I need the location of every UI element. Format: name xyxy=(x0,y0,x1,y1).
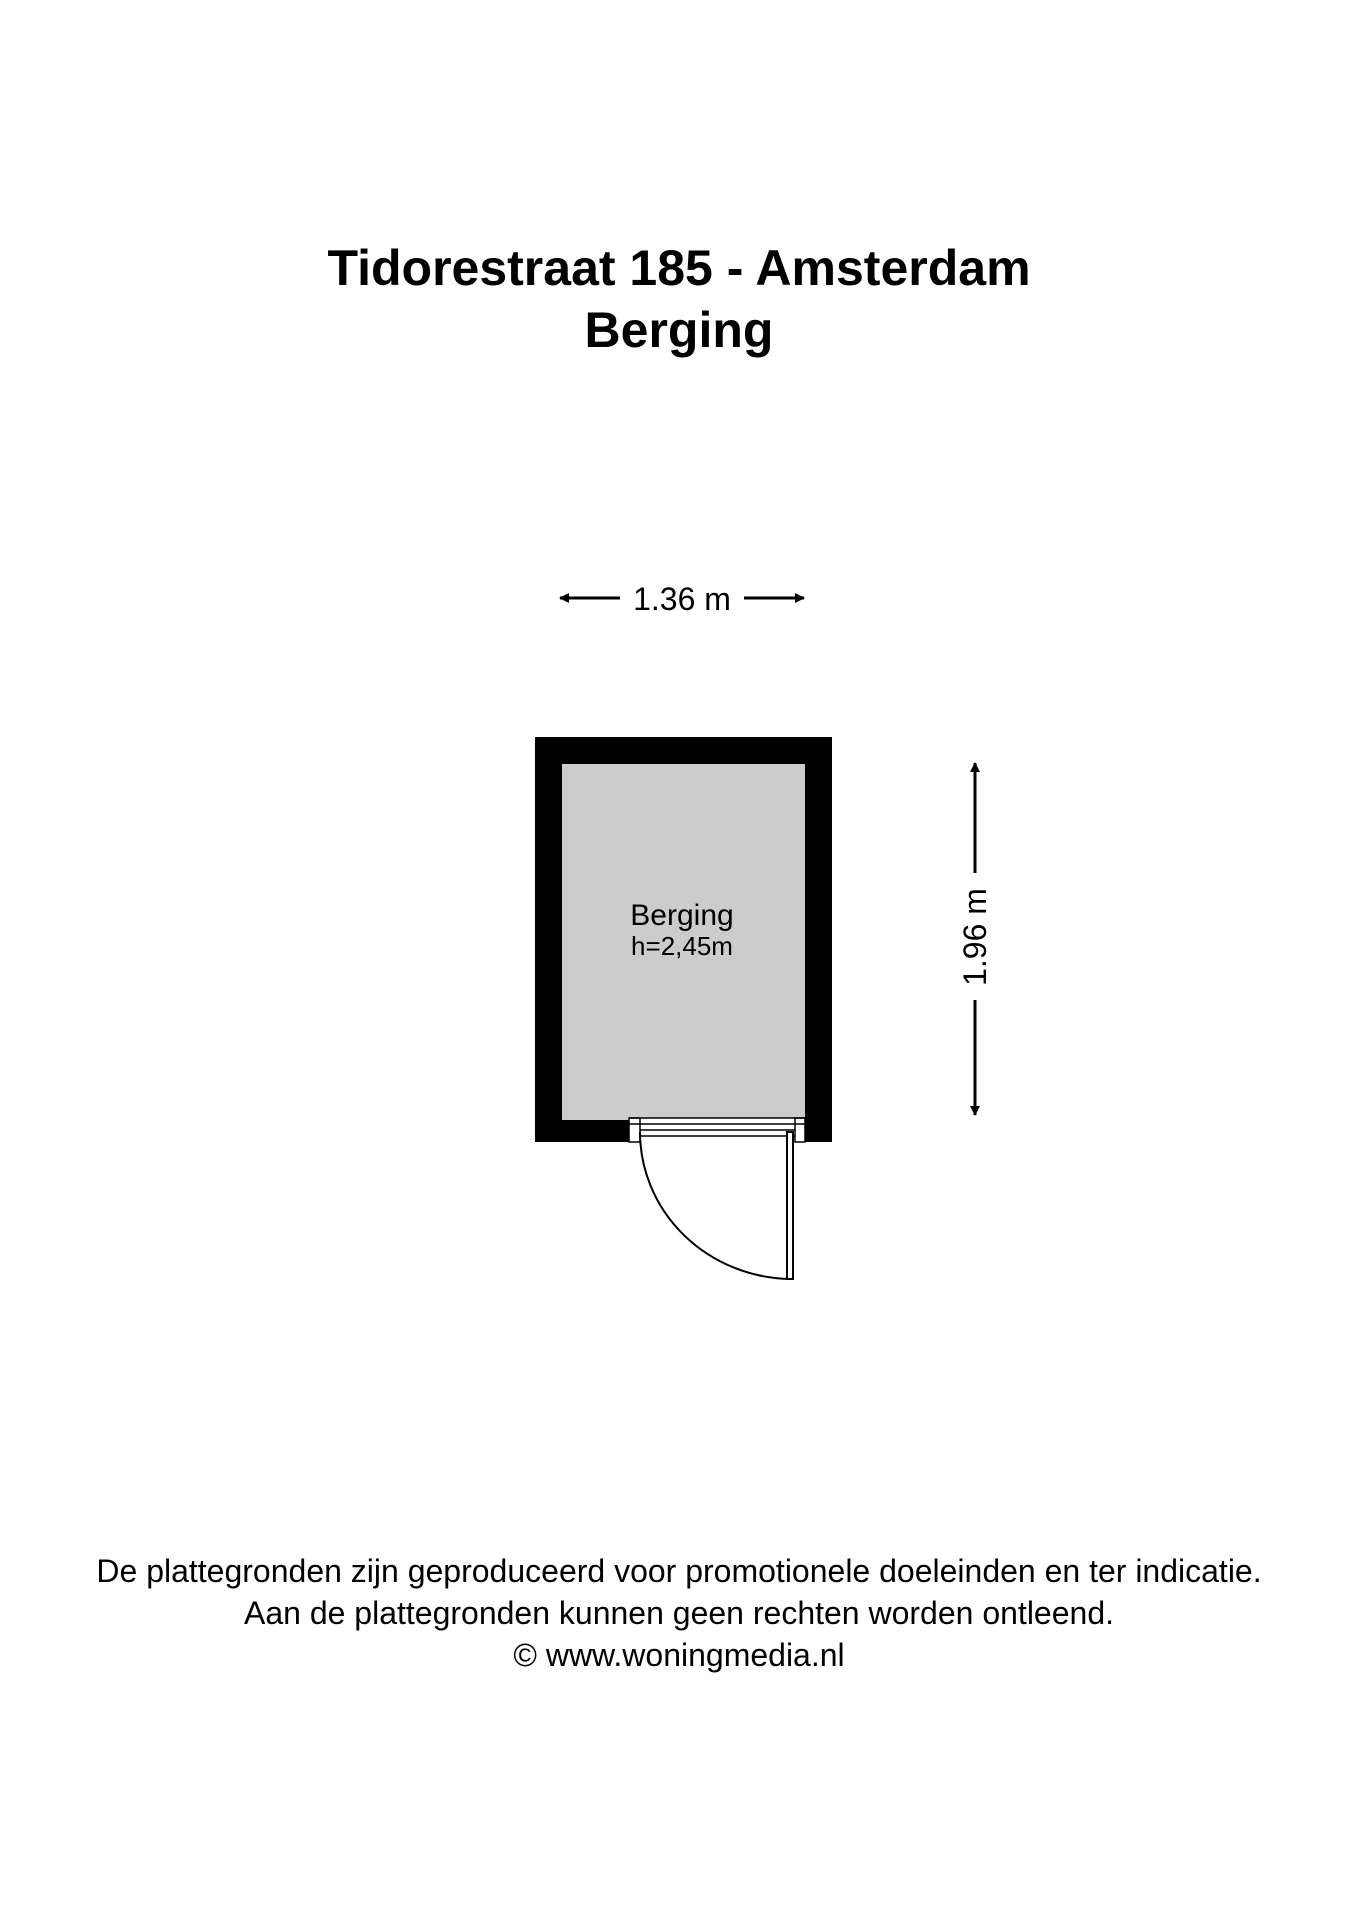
door-opening xyxy=(629,1118,805,1144)
disclaimer-line-1: De plattegronden zijn geproduceerd voor promotionele doeleinden en ter indicatie. xyxy=(96,1553,1262,1589)
room-height-label: h=2,45m xyxy=(631,931,733,961)
door-swing-arc xyxy=(640,1132,790,1279)
width-dimension xyxy=(560,581,804,617)
door xyxy=(640,1132,793,1279)
copyright-line: © www.woningmedia.nl xyxy=(513,1637,845,1673)
plan-title: Tidorestraat 185 - Amsterdam xyxy=(327,240,1031,296)
width-dimension-label: 1.36 m xyxy=(633,581,731,617)
plan-subtitle: Berging xyxy=(584,302,774,358)
depth-dimension-label: 1.96 m xyxy=(957,888,993,986)
room-name-label: Berging xyxy=(630,899,734,932)
door-leaf xyxy=(787,1132,793,1279)
disclaimer-line-2: Aan de plattegronden kunnen geen rechten worden ontleend. xyxy=(243,1595,1114,1631)
depth-dimension xyxy=(957,763,993,1115)
